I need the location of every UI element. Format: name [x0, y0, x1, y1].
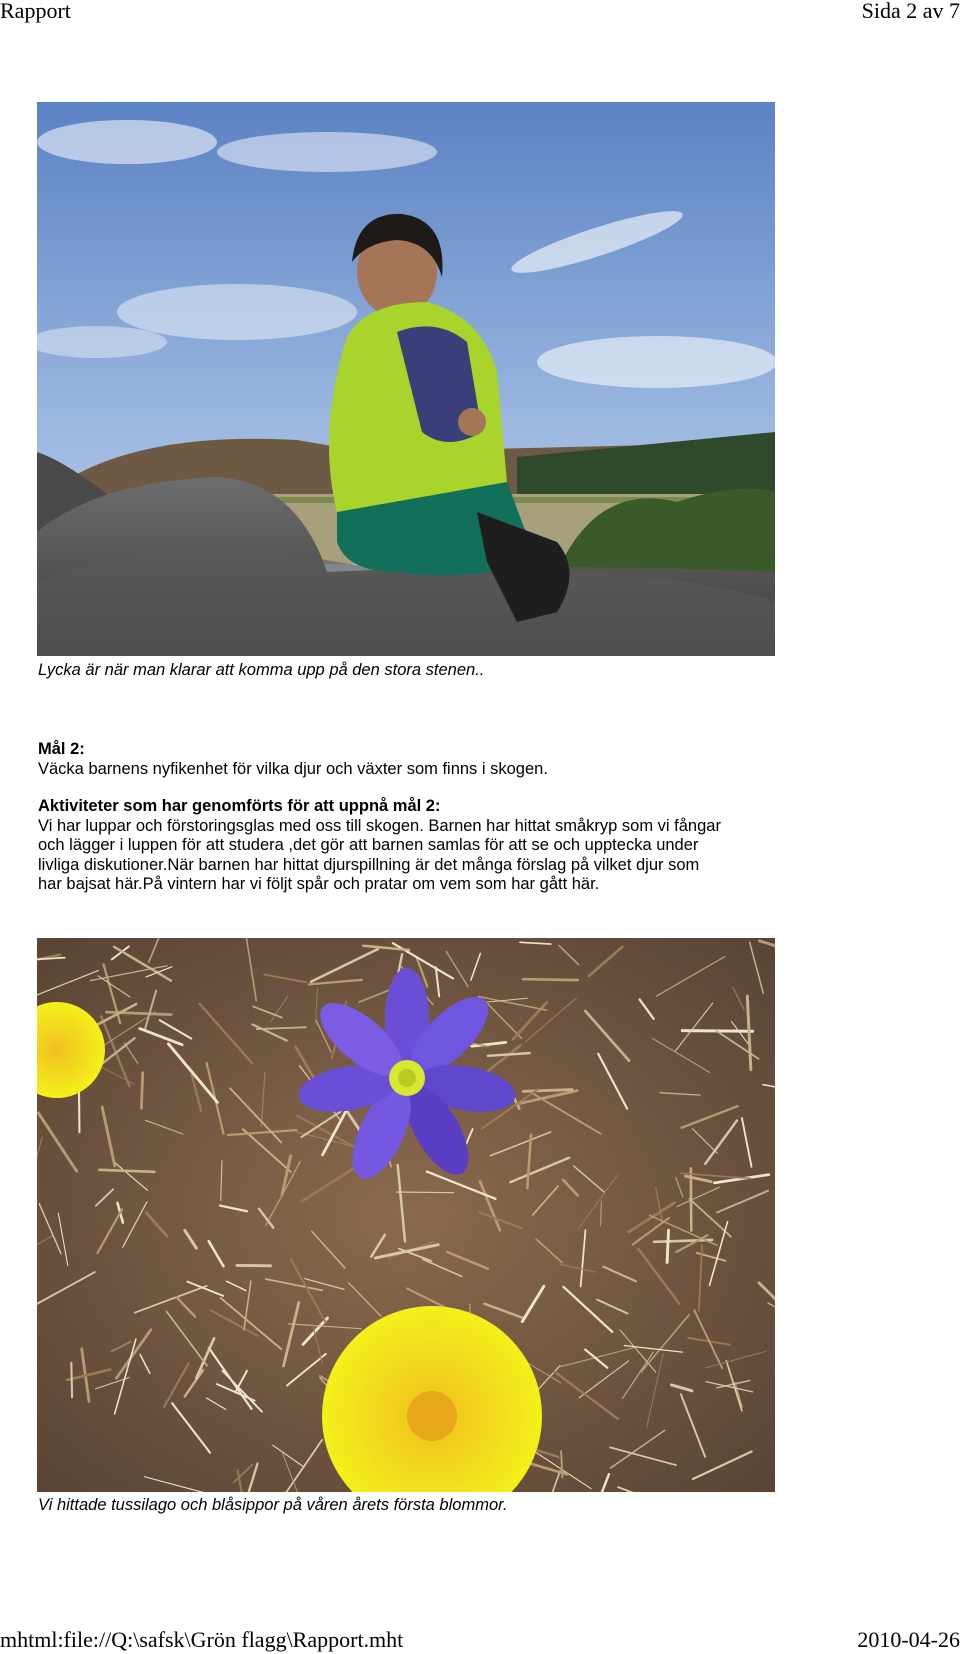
activities-heading: Aktiviteter som har genomförts för att uppnå mål 2:: [38, 797, 441, 815]
activities-line: har bajsat här.På vintern har vi följt spår och pratar om vem som har gått här.: [38, 875, 600, 893]
goal-text: Väcka barnens nyfikenhet för vilka djur och växter som finns i skogen.: [38, 759, 548, 778]
activities-line: Vi har luppar och förstoringsglas med oss till skogen. Barnen har hittat småkryp som vi fångar: [38, 816, 721, 835]
footer-url: mhtml:file://Q:\safsk\Grön flagg\Rapport.mht: [0, 1627, 404, 1652]
activities-section: [38, 797, 798, 895]
activities-line: och lägger i luppen för att studera ,det gör att barnen samlas för att se och upptecka under: [38, 836, 699, 854]
goal-heading: Mål 2:: [38, 740, 85, 758]
header-title: Rapport: [0, 0, 71, 23]
photo-child-on-rock: [37, 102, 775, 656]
activities-line: livliga diskutioner.När barnen har hittat djurspillning är det många förslag på vilket djur som: [38, 855, 700, 874]
page-number: Sida 2 av 7: [861, 0, 960, 23]
footer-date: 2010-04-26: [857, 1627, 960, 1652]
photo-caption: Vi hittade tussilago och blåsippor på våren årets första blommor.: [38, 1496, 508, 1514]
photo-caption: Lycka är när man klarar att komma upp på den stora stenen..: [38, 661, 485, 679]
goal-section: [38, 740, 798, 779]
photo-flowers: [37, 938, 775, 1492]
